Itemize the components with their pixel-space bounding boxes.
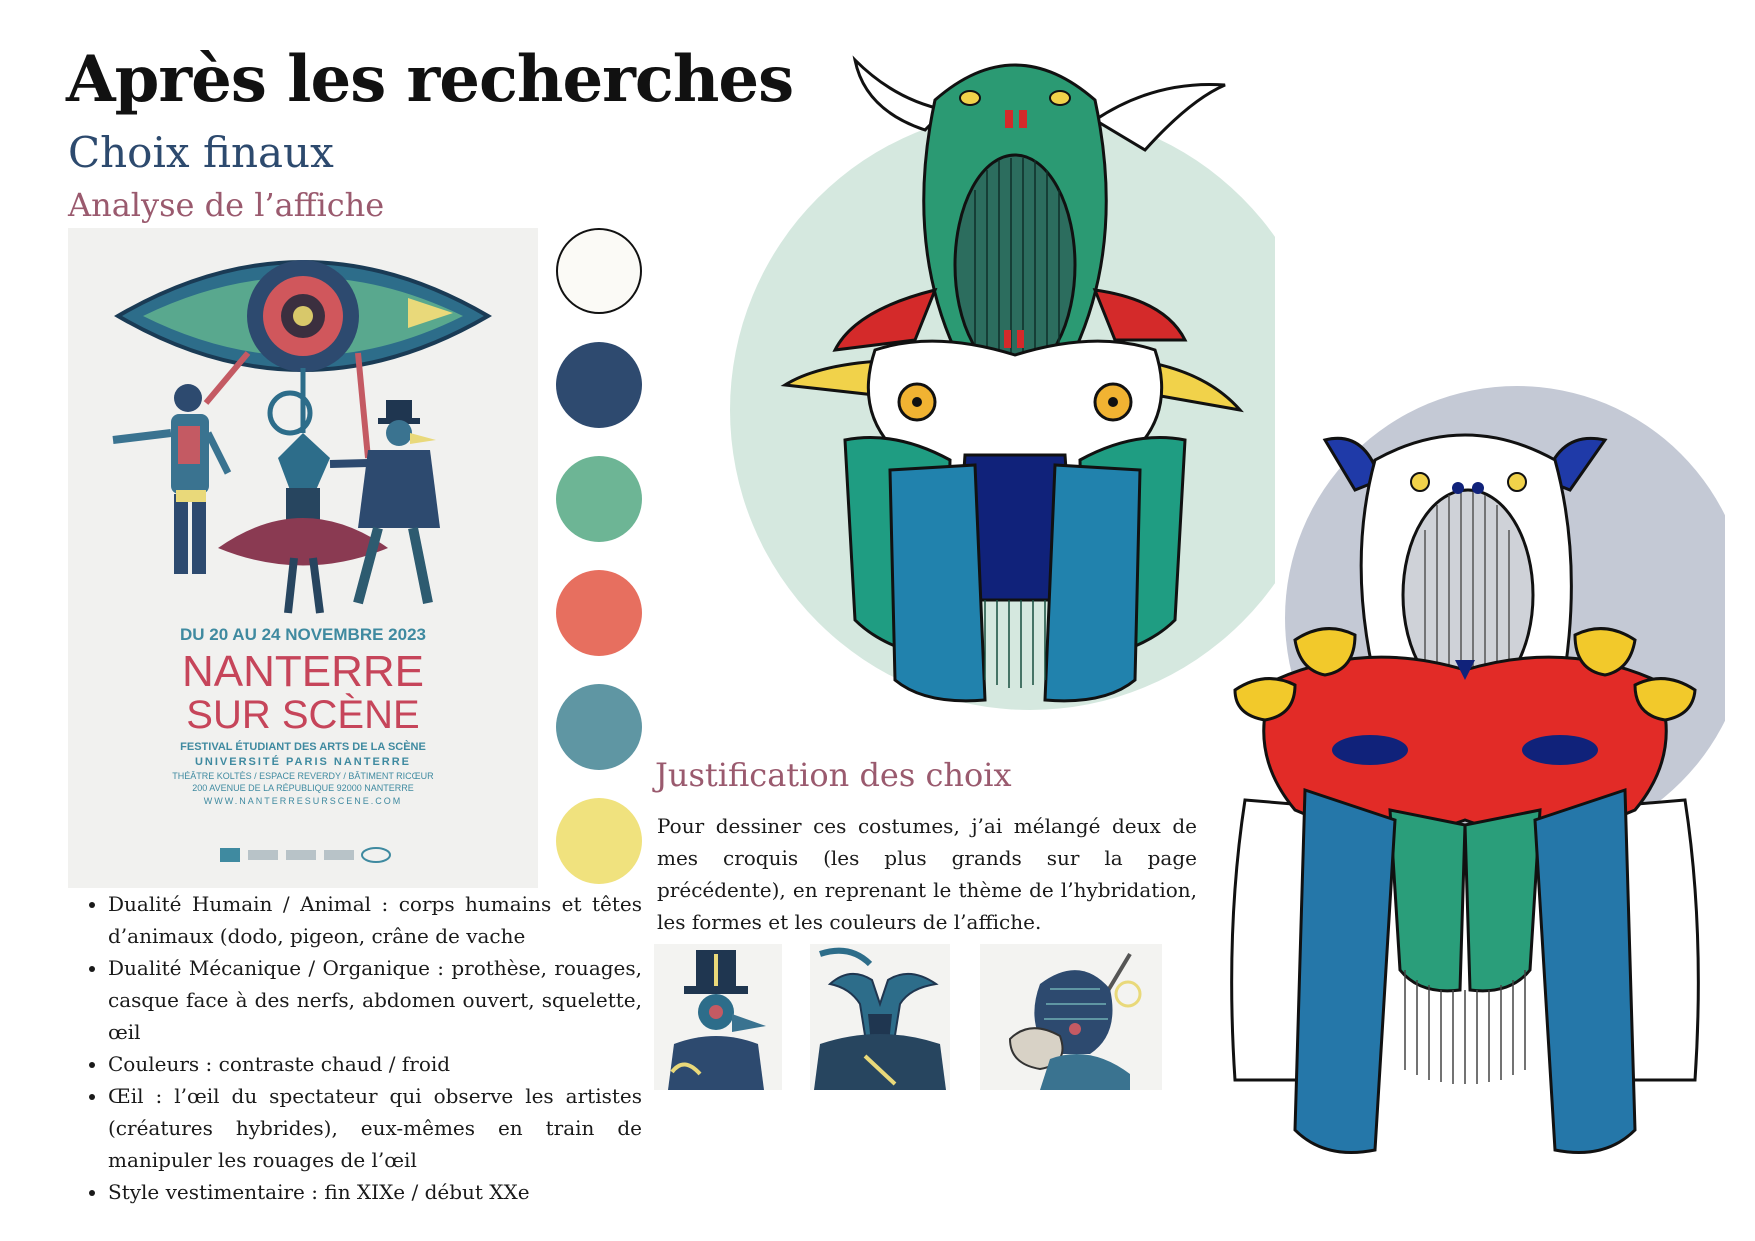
detail-thumbnail-top-hat xyxy=(654,944,782,1090)
list-item: • Œil : l’œil du spectateur qui observe les artistes (créatures hybrides), eux-mêmes en train de manipuler les rouages de l’œil xyxy=(108,1080,642,1176)
poster-tagline: FESTIVAL ÉTUDIANT DES ARTS DE LA SCÈNE xyxy=(180,741,426,753)
swatch-white xyxy=(556,228,642,314)
costume-sketch-red xyxy=(1165,370,1725,1180)
poster-venues: THÉÂTRE KOLTÈS / ESPACE REVERDY / BÂTIMENT RICŒUR xyxy=(172,771,434,781)
poster-address: 200 AVENUE DE LA RÉPUBLIQUE 92000 NANTERRE xyxy=(192,783,414,793)
swatch-navy xyxy=(556,342,642,428)
dodo-figure-illustration xyxy=(980,944,1162,1090)
list-item: • Dualité Mécanique / Organique : prothèse, rouages, casque face à des nerfs, abdomen ouvert, squelette, œil xyxy=(108,952,642,1048)
festival-poster xyxy=(68,228,538,888)
swatch-coral xyxy=(556,570,642,656)
page-title: Après les recherches xyxy=(66,42,794,117)
page-subtitle: Choix finaux xyxy=(68,128,334,177)
top-hat-figure-illustration xyxy=(654,944,782,1090)
detail-thumbnail-cow-skull xyxy=(810,944,950,1090)
analysis-list xyxy=(68,888,642,1208)
poster-university: UNIVERSITÉ PARIS NANTERRE xyxy=(194,756,412,768)
cow-skull-figure-illustration xyxy=(810,944,950,1090)
justification-paragraph: Pour dessiner ces costumes, j’ai mélangé deux de mes croquis (les plus grands sur la page précédente), en reprenant le thème de l’hybridation, les formes et les couleurs de l’affiche. xyxy=(657,814,1197,934)
section-title-poster: Analyse de l’affiche xyxy=(68,186,385,224)
poster-dates: DU 20 AU 24 NOVEMBRE 2023 xyxy=(180,625,426,644)
list-item: • Dualité Humain / Animal : corps humains et têtes d’animaux (dodo, pigeon, crâne de vache xyxy=(108,888,642,952)
swatch-yellow xyxy=(556,798,642,884)
poster-website: WWW.NANTERRESURSCENE.COM xyxy=(203,796,403,806)
swatch-teal xyxy=(556,684,642,770)
list-item: • Couleurs : contraste chaud / froid xyxy=(108,1048,642,1080)
list-item: • Style vestimentaire : fin XIXe / début XXe xyxy=(108,1176,642,1208)
section-title-justification: Justification des choix xyxy=(655,756,1012,794)
poster-name-line1: NANTERRE xyxy=(181,647,425,696)
poster-name-line2: SUR SCÈNE xyxy=(186,693,420,737)
detail-thumbnail-dodo xyxy=(980,944,1162,1090)
poster-illustration xyxy=(68,228,538,888)
swatch-green xyxy=(556,456,642,542)
